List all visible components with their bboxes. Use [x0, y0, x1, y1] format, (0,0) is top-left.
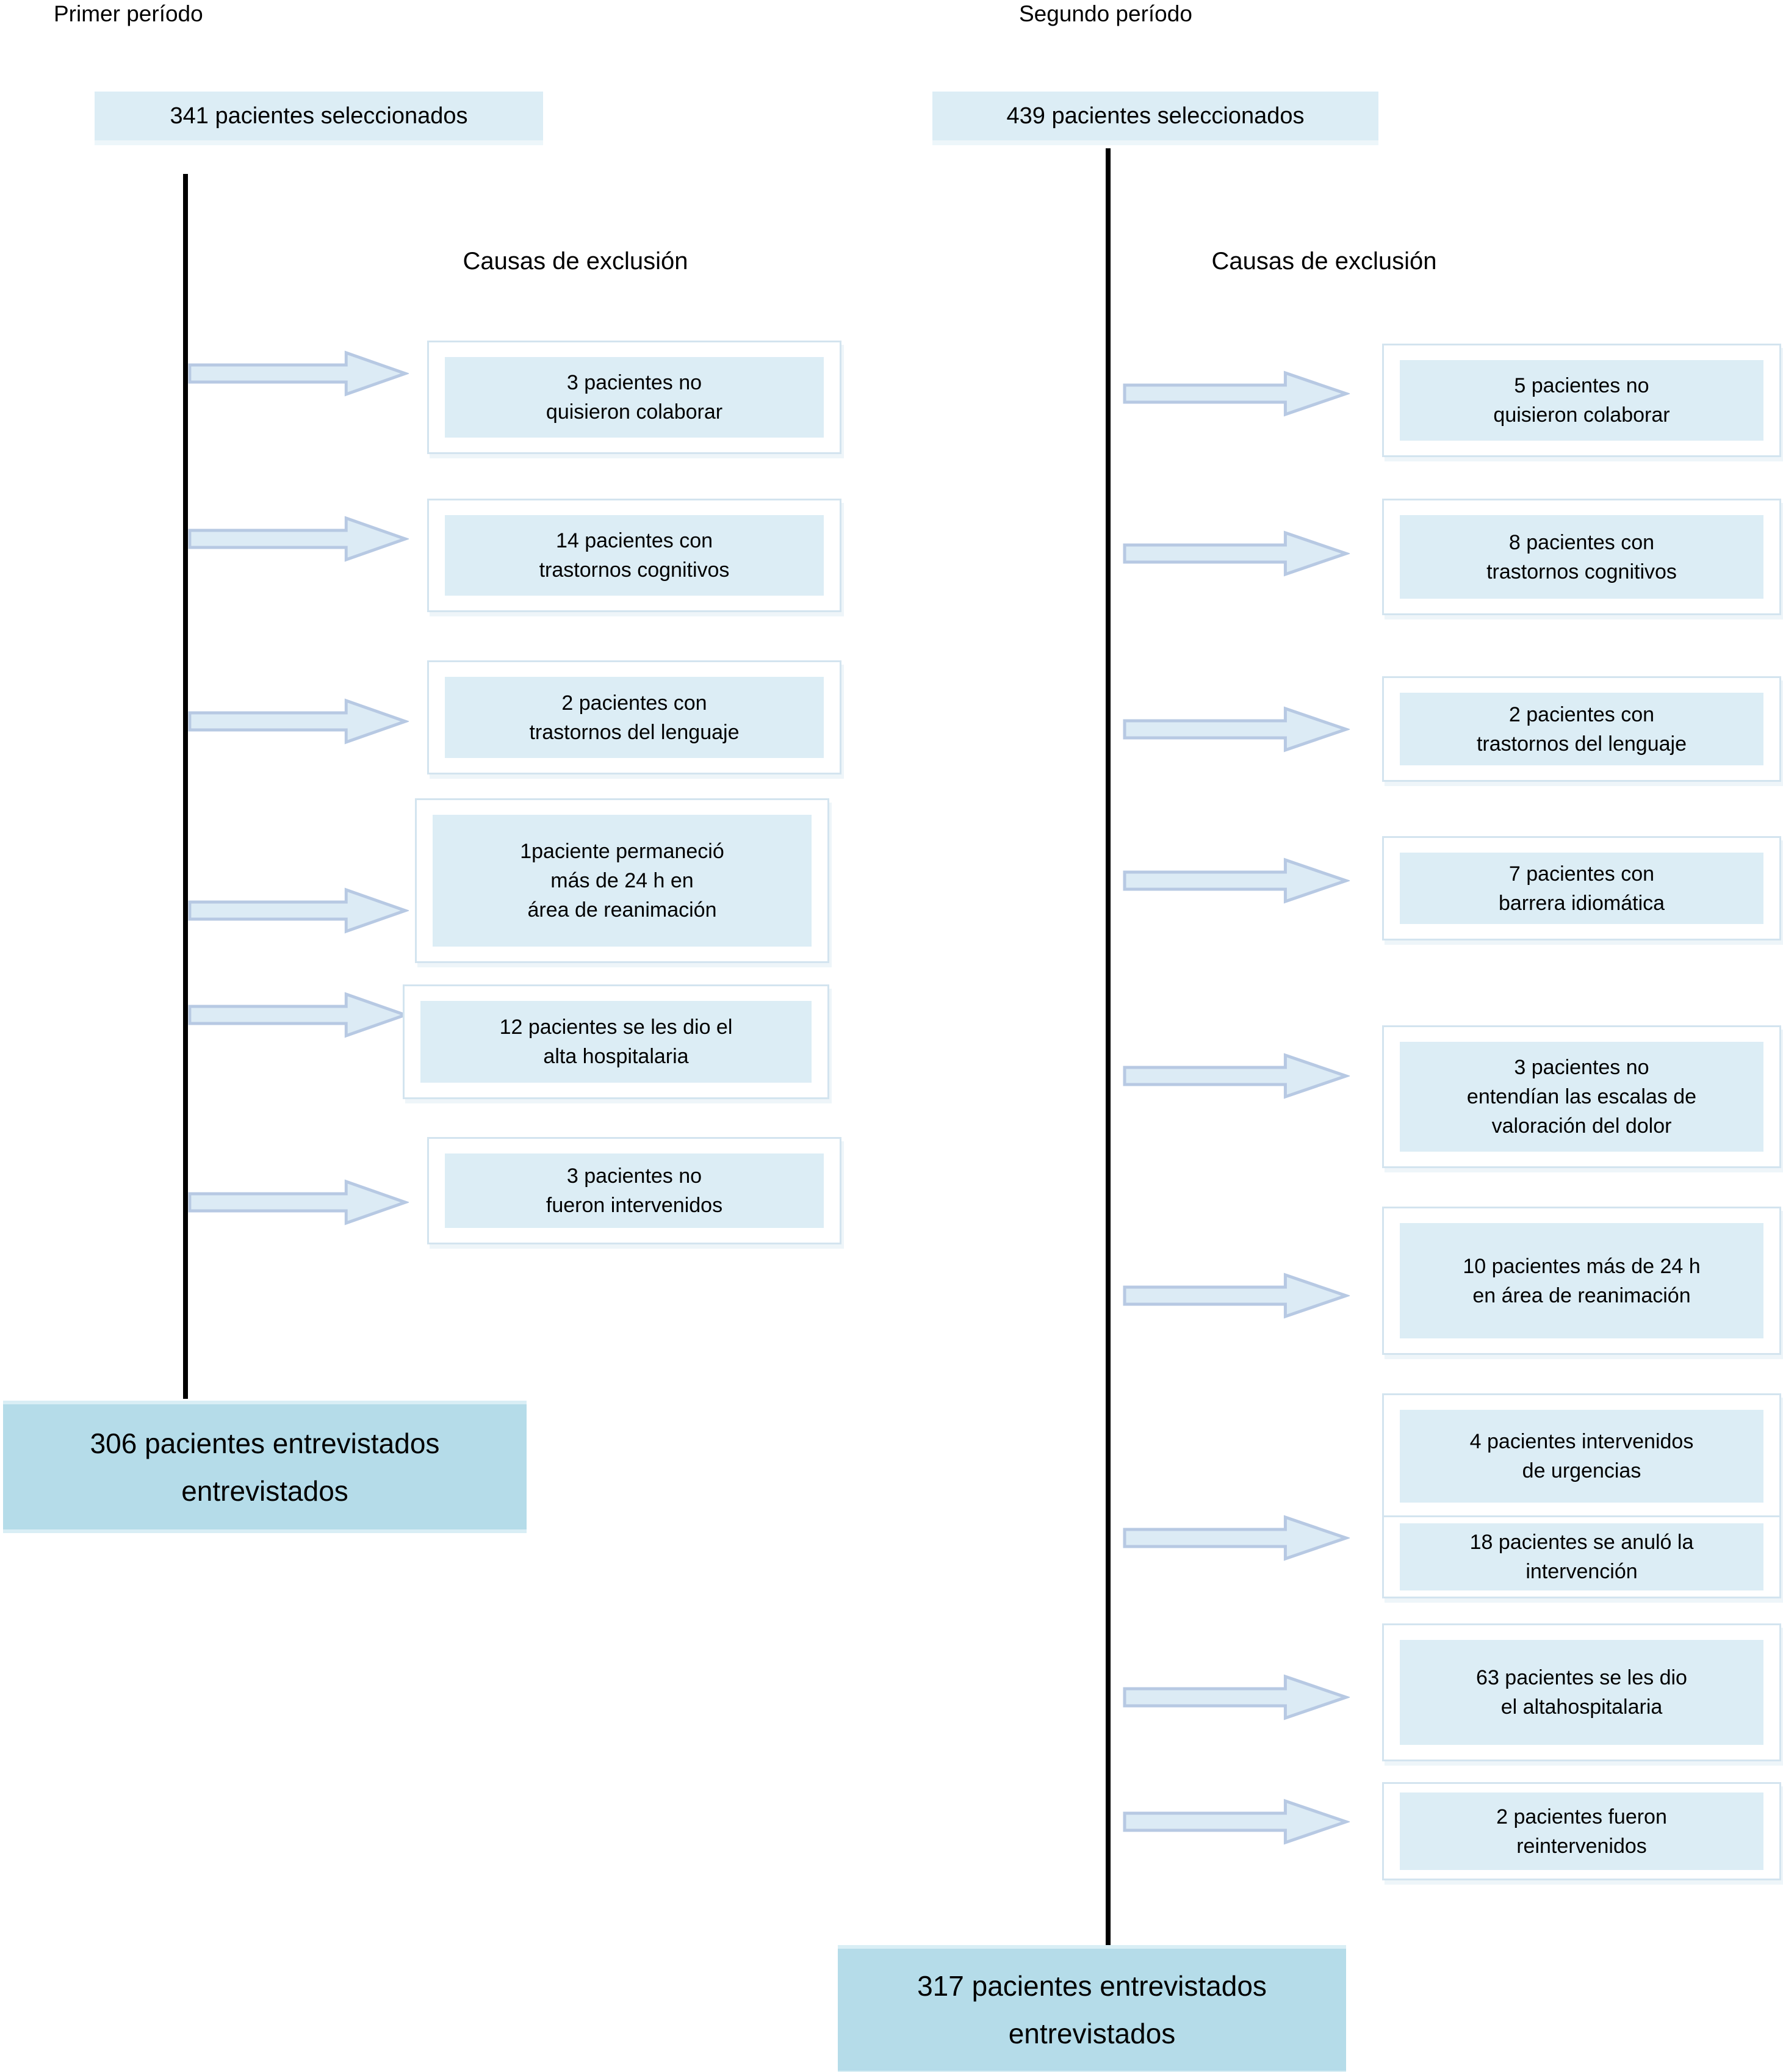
- exclusion-box-text: [1400, 515, 1763, 599]
- exclusion-box: [1382, 1515, 1781, 1598]
- exclusion-line: 3 pacientes no: [1514, 1056, 1649, 1079]
- exclusion-line: 2 pacientes fueron: [1496, 1805, 1667, 1828]
- exclusion-box-text: [433, 815, 812, 947]
- exclusion-box-text: [1400, 1223, 1763, 1338]
- exclusion-box: [427, 1137, 841, 1244]
- exclusion-line: de urgencias: [1522, 1459, 1641, 1482]
- exclusion-line: 12 pacientes se les dio el: [499, 1016, 733, 1039]
- exclusion-arrow-icon: [188, 697, 409, 746]
- exclusion-box: [427, 499, 841, 612]
- exclusion-line: 10 pacientes más de 24 h: [1463, 1254, 1701, 1278]
- exclusion-box-text: [445, 357, 824, 438]
- exclusion-box: [1382, 499, 1781, 615]
- exclusion-box-text: [1400, 1523, 1763, 1590]
- exclusion-box: [1382, 836, 1781, 940]
- exclusion-line: intervención: [1525, 1560, 1638, 1583]
- exclusion-box-text: [1400, 1640, 1763, 1745]
- period-title-left: Primer período: [54, 1, 203, 26]
- flow-line-left: [183, 174, 188, 1399]
- result-line: 317 pacientes entrevistados: [917, 1970, 1267, 2002]
- result-line: entrevistados: [1008, 2018, 1176, 2049]
- exclusion-arrow-icon: [1123, 1514, 1350, 1562]
- exclusion-line: 3 pacientes no: [566, 371, 702, 394]
- exclusion-line: trastornos cognitivos: [539, 558, 730, 582]
- exclusion-box: [1382, 1393, 1781, 1519]
- selected-patients-box-left: 341 pacientes seleccionados: [95, 92, 543, 140]
- exclusion-arrow-icon: [1123, 856, 1350, 905]
- exclusion-line: área de reanimación: [527, 898, 717, 922]
- exclusion-line: 7 pacientes con: [1508, 862, 1655, 886]
- exclusion-header-left: Causas de exclusión: [463, 248, 688, 275]
- exclusion-box-text: [1400, 360, 1763, 441]
- exclusion-line: 18 pacientes se anuló la: [1469, 1531, 1694, 1554]
- exclusion-arrow-icon: [188, 991, 409, 1039]
- flow-line-right: [1106, 148, 1111, 1945]
- exclusion-box-text: [420, 1001, 812, 1083]
- exclusion-line: trastornos del lenguaje: [1476, 732, 1687, 756]
- exclusion-box: [1382, 1025, 1781, 1168]
- exclusion-arrow-icon: [1123, 1271, 1350, 1320]
- exclusion-line: alta hospitalaria: [543, 1045, 689, 1068]
- exclusion-box-text: [445, 1153, 824, 1228]
- exclusion-box: [427, 341, 841, 454]
- exclusion-line: entendían las escalas de: [1466, 1085, 1697, 1108]
- exclusion-line: el altahospitalaria: [1500, 1695, 1663, 1719]
- exclusion-arrow-icon: [188, 349, 409, 398]
- exclusion-line: barrera idiomática: [1498, 891, 1665, 915]
- result-line: 306 pacientes entrevistados: [90, 1427, 440, 1459]
- exclusion-line: trastornos del lenguaje: [529, 720, 740, 744]
- exclusion-box: [1382, 344, 1781, 457]
- result-box-right: [838, 1945, 1346, 2072]
- exclusion-line: 14 pacientes con: [555, 529, 713, 552]
- exclusion-box: [1382, 1782, 1781, 1880]
- exclusion-box: [427, 660, 841, 774]
- exclusion-line: 2 pacientes con: [561, 691, 707, 715]
- exclusion-arrow-icon: [1123, 369, 1350, 418]
- exclusion-line: 8 pacientes con: [1508, 530, 1655, 554]
- exclusion-box: [1382, 1207, 1781, 1355]
- result-box-left: [3, 1401, 527, 1533]
- result-line: entrevistados: [181, 1475, 348, 1507]
- exclusion-arrow-icon: [188, 514, 409, 563]
- exclusion-line: trastornos cognitivos: [1486, 560, 1677, 583]
- exclusion-line: reintervenidos: [1516, 1834, 1647, 1858]
- exclusion-line: valoración del dolor: [1491, 1114, 1672, 1138]
- exclusion-header-right: Causas de exclusión: [1211, 248, 1437, 275]
- exclusion-line: 4 pacientes intervenidos: [1469, 1430, 1694, 1453]
- exclusion-line: 2 pacientes con: [1508, 702, 1655, 726]
- exclusion-line: 3 pacientes no: [566, 1164, 702, 1188]
- exclusion-box: [403, 984, 829, 1099]
- exclusion-line: 5 pacientes no: [1514, 374, 1649, 397]
- exclusion-arrow-icon: [1123, 529, 1350, 578]
- exclusion-box: [1382, 1623, 1781, 1761]
- exclusion-box: [415, 798, 829, 963]
- exclusion-box-text: [1400, 1792, 1763, 1870]
- exclusion-arrow-icon: [1123, 705, 1350, 754]
- period-title-right: Segundo período: [1019, 1, 1192, 26]
- exclusion-line: en área de reanimación: [1472, 1283, 1691, 1307]
- exclusion-line: 1paciente permaneció: [520, 840, 724, 863]
- exclusion-arrow-icon: [1123, 1797, 1350, 1846]
- exclusion-box: [1382, 676, 1781, 782]
- exclusion-box-text: [1400, 1042, 1763, 1152]
- exclusion-box-text: [445, 515, 824, 596]
- selected-patients-box-right: 439 pacientes seleccionados: [932, 92, 1378, 140]
- exclusion-box-text: [1400, 693, 1763, 765]
- exclusion-line: quisieron colaborar: [546, 400, 723, 424]
- exclusion-box-text: [445, 677, 824, 758]
- exclusion-line: fueron intervenidos: [546, 1194, 723, 1217]
- exclusion-arrow-icon: [1123, 1673, 1350, 1722]
- exclusion-box-text: [1400, 853, 1763, 924]
- exclusion-line: quisieron colaborar: [1493, 403, 1670, 427]
- exclusion-line: 63 pacientes se les dio: [1476, 1666, 1687, 1689]
- exclusion-line: más de 24 h en: [550, 869, 694, 892]
- exclusion-box-text: [1400, 1410, 1763, 1503]
- exclusion-arrow-icon: [188, 1178, 409, 1227]
- exclusion-arrow-icon: [1123, 1052, 1350, 1100]
- exclusion-arrow-icon: [188, 886, 409, 935]
